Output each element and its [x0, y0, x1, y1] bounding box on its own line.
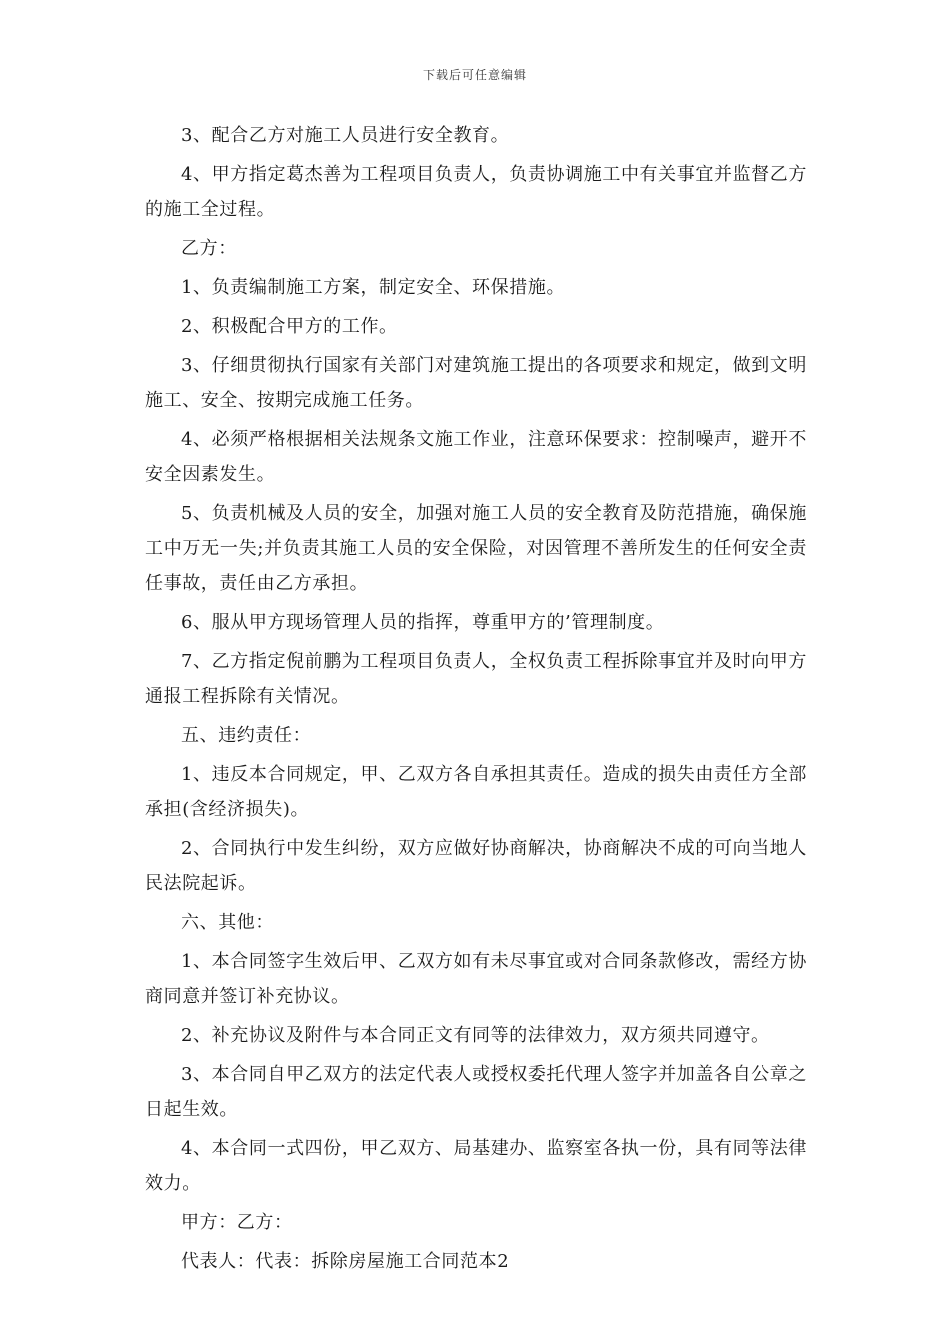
paragraph-party-b-item-5: 5、负责机械及人员的安全，加强对施工人员的安全教育及防范措施，确保施工中万无一失;并负责其施工人员的安全保险，对因管理不善所发生的任何安全责任事故，责任由乙方承担。 [145, 503, 807, 594]
paragraph-party-a-item-4: 4、甲方指定葛杰善为工程项目负责人，负责协调施工中有关事宜并监督乙方的施工全过程。 [145, 164, 807, 220]
paragraph-party-b-item-7: 7、乙方指定倪前鹏为工程项目负责人，全权负责工程拆除事宜并及时向甲方通报工程拆除有关情况。 [145, 651, 807, 707]
paragraph-party-b-item-1: 1、负责编制施工方案，制定安全、环保措施。 [181, 277, 566, 298]
heading-other: 六、其他： [181, 912, 274, 933]
paragraph-other-item-1: 1、本合同签字生效后甲、乙双方如有未尽事宜或对合同条款修改，需经方协商同意并签订补充协议。 [145, 951, 807, 1007]
contract-body [145, 118, 807, 1283]
paragraph-other-item-4: 4、本合同一式四份，甲乙双方、局基建办、监察室各执一份，具有同等法律效力。 [145, 1138, 807, 1194]
heading-breach-liability: 五、违约责任： [181, 725, 312, 746]
paragraph-party-b-item-6: 6、服从甲方现场管理人员的指挥，尊重甲方的’管理制度。 [181, 612, 665, 633]
paragraph-party-b-item-4: 4、必须严格根据相关法规条文施工作业，注意环保要求：控制噪声，避开不安全因素发生。 [145, 429, 807, 485]
signature-representatives-line: 代表人：代表：拆除房屋施工合同范本2 [181, 1251, 510, 1272]
heading-party-b: 乙方： [181, 238, 237, 259]
paragraph-party-a-item-3: 3、配合乙方对施工人员进行安全教育。 [181, 125, 510, 146]
paragraph-party-b-item-3: 3、仔细贯彻执行国家有关部门对建筑施工提出的各项要求和规定，做到文明施工、安全、按期完成施工任务。 [145, 355, 807, 411]
paragraph-breach-item-1: 1、违反本合同规定，甲、乙双方各自承担其责任。造成的损失由责任方全部承担(含经济损失)。 [145, 764, 807, 820]
paragraph-other-item-3: 3、本合同自甲乙双方的法定代表人或授权委托代理人签字并加盖各自公章之日起生效。 [145, 1064, 807, 1120]
signature-parties-line: 甲方：乙方： [181, 1212, 293, 1233]
page-header-note: 下载后可任意编辑 [422, 68, 527, 82]
paragraph-other-item-2: 2、补充协议及附件与本合同正文有同等的法律效力，双方须共同遵守。 [181, 1025, 770, 1046]
paragraph-party-b-item-2: 2、积极配合甲方的工作。 [181, 316, 398, 337]
paragraph-breach-item-2: 2、合同执行中发生纠纷，双方应做好协商解决，协商解决不成的可向当地人民法院起诉。 [145, 838, 807, 894]
